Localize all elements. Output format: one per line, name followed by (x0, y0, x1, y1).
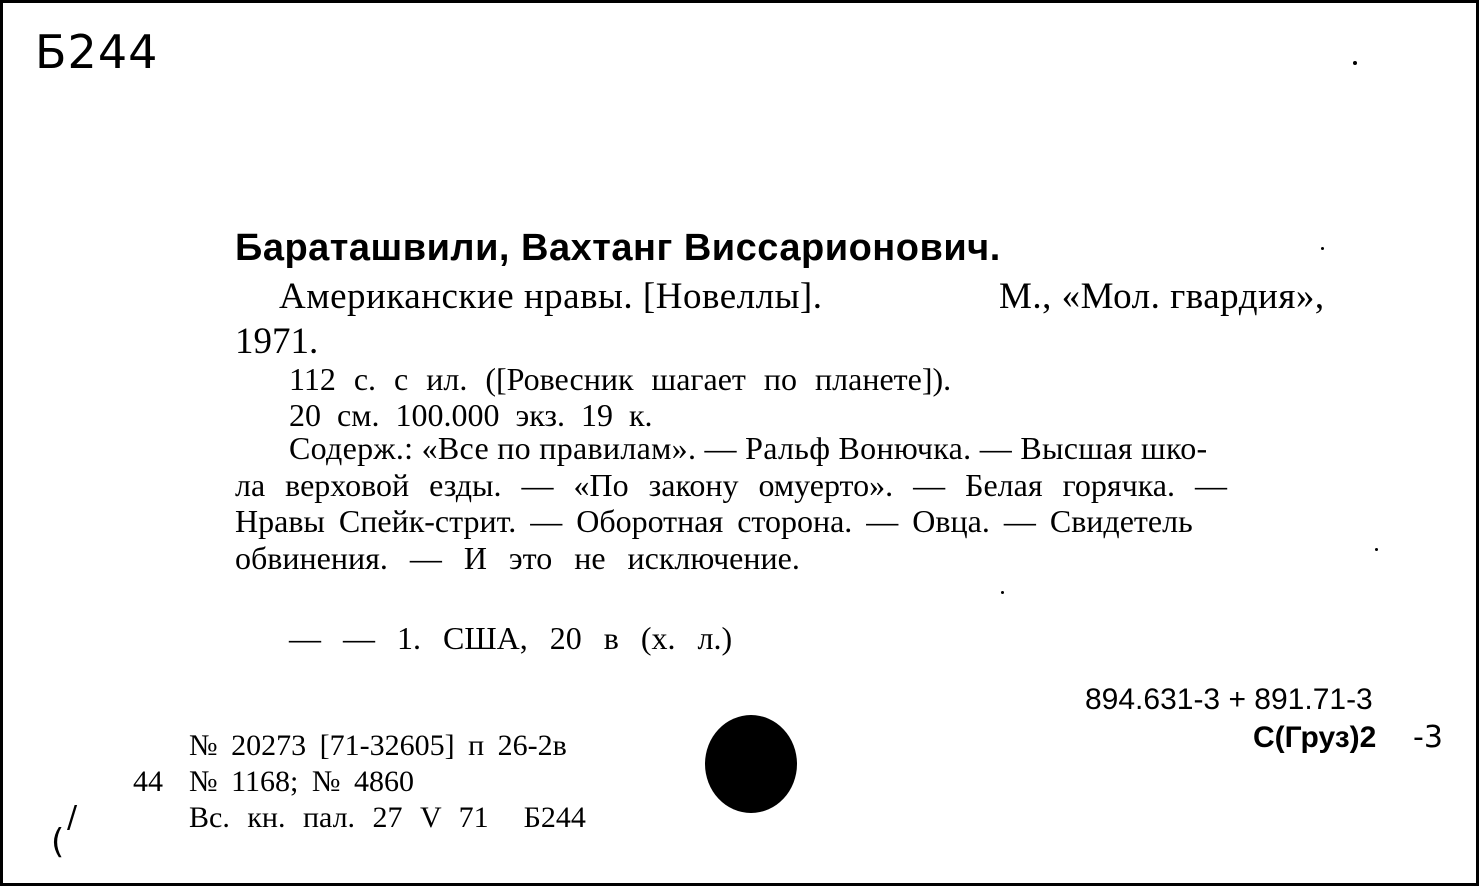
record-line: № 1168; № 4860 (189, 765, 414, 798)
contents-line: Содерж.: «Все по правилам». — Ральф Вонючка. — Высшая шко- (289, 430, 1208, 466)
contents-line: обвинения. — И это не исключение. (235, 540, 800, 576)
punch-hole (705, 715, 797, 813)
hand-slash-mark: / (67, 800, 78, 835)
record-prefix: 44 (133, 765, 163, 798)
classification-line: 894.631-3 + 891.71-3 (1085, 683, 1373, 716)
speck (1321, 247, 1324, 250)
year-line: 1971. (235, 321, 319, 362)
classification-line: С(Груз)2 (1253, 721, 1377, 754)
contents-line: Нравы Спейк-стрит. — Оборотная сторона. — Овца. — Свидетель (235, 503, 1193, 539)
speck (1353, 61, 1357, 65)
subject-line: — — 1. США, 20 в (х. л.) (289, 620, 733, 656)
size-line: 20 см. 100.000 экз. 19 к. (289, 397, 653, 433)
title-line: Американские нравы. [Новеллы]. (279, 276, 823, 317)
speck (1001, 591, 1004, 594)
record-line: Вс. кн. пал. 27 V 71 Б244 (189, 801, 586, 834)
classification-handwritten: -3 (1413, 720, 1443, 755)
author-heading: Бараташвили, Вахтанг Виссарионович. (235, 227, 1001, 269)
contents-line: ла верховой езды. — «По закону омуерто». — Белая горячка. — (235, 467, 1227, 503)
pages-line: 112 с. с ил. ([Ровесник шагает по планете]). (289, 361, 952, 397)
card-code: Б244 (35, 25, 159, 79)
publisher-line: М., «Мол. гвардия», (999, 276, 1325, 317)
speck (1375, 548, 1378, 551)
hand-paren-mark: ( (51, 822, 65, 862)
record-line: № 20273 [71-32605] п 26-2в (189, 729, 567, 762)
